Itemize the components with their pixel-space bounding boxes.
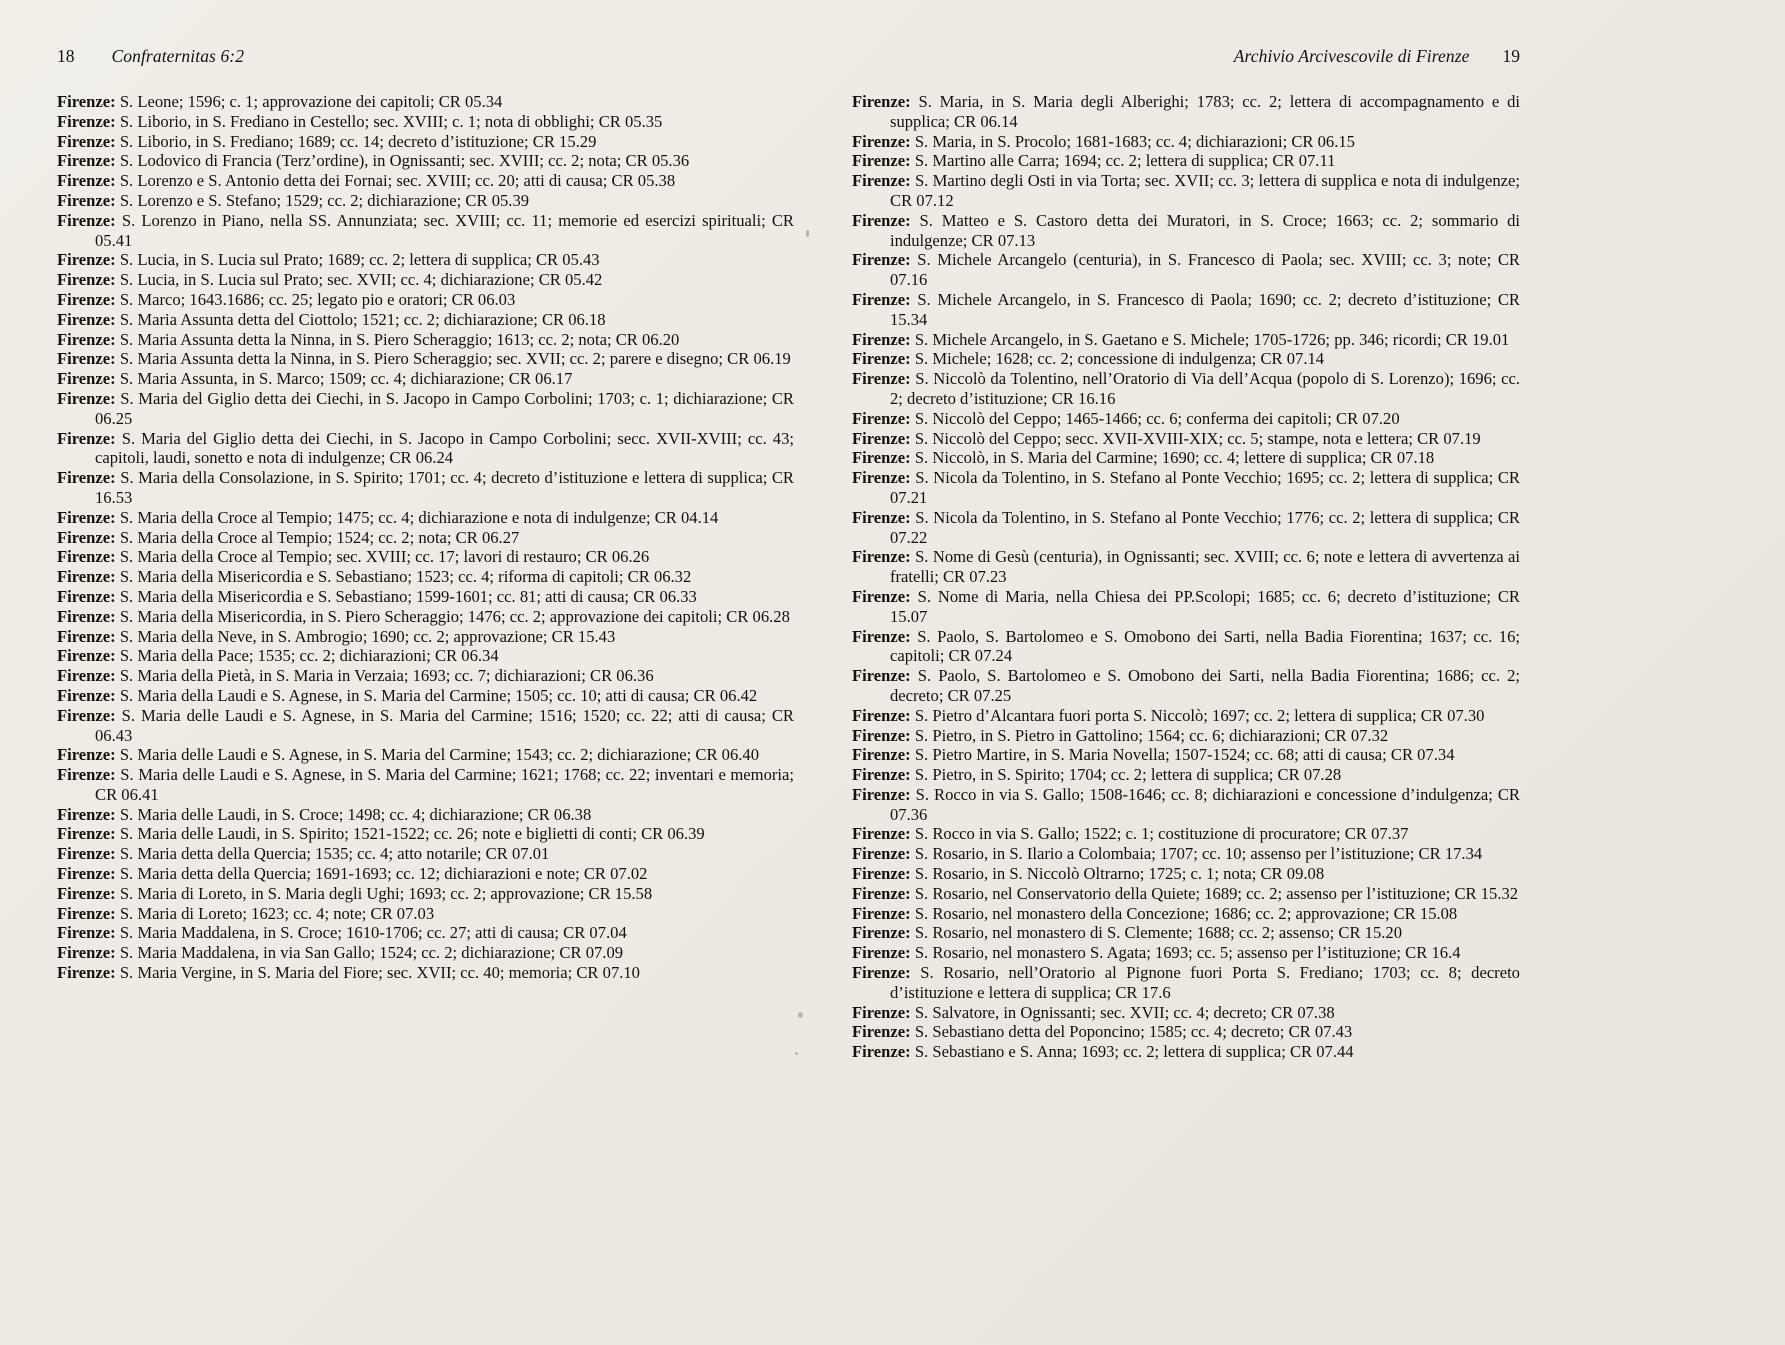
archive-entry	[57, 765, 794, 805]
archive-entry	[852, 864, 1520, 884]
archive-entry	[852, 132, 1520, 152]
page-number-left: 18	[57, 46, 75, 66]
entry-description: S. Maria della Misericordia e S. Sebastiano; 1599-1601; cc. 81; atti di causa; CR 06.33	[119, 586, 697, 606]
entry-description: S. Niccolò, in S. Maria del Carmine; 1690; cc. 4; lettere di supplica; CR 07.18	[914, 448, 1435, 468]
entry-description: S. Maria detta della Quercia; 1691-1693; cc. 12; dichiarazioni e note; CR 07.02	[119, 864, 648, 884]
archive-entry	[57, 627, 794, 647]
entry-city-label: Firenze:	[57, 883, 116, 903]
entry-description: S. Pietro Martire, in S. Maria Novella; 1507-1524; cc. 68; atti di causa; CR 07.34	[914, 745, 1455, 765]
entry-description: S. Maria di Loreto, in S. Maria degli Ughi; 1693; cc. 2; approvazione; CR 15.58	[119, 883, 653, 903]
archive-entry	[852, 963, 1520, 1003]
entry-description: S. Michele; 1628; cc. 2; concessione di indulgenza; CR 07.14	[914, 349, 1325, 369]
entry-city-label: Firenze:	[57, 329, 116, 349]
entry-city-label: Firenze:	[57, 765, 116, 785]
archive-entry	[852, 726, 1520, 746]
entry-description: S. Michele Arcangelo (centuria), in S. Francesco di Paola; sec. XVIII; cc. 3; note; CR 07.16	[890, 250, 1520, 290]
entry-description: S. Niccolò del Ceppo; 1465-1466; cc. 6; conferma dei capitoli; CR 07.20	[914, 408, 1400, 428]
archive-entry	[57, 349, 794, 369]
entry-description: S. Rocco in via S. Gallo; 1522; c. 1; costituzione di procuratore; CR 07.37	[914, 824, 1409, 844]
entry-description: S. Maria, in S. Maria degli Alberighi; 1783; cc. 2; lettera di accompagnamento e di supplica; CR 06.14	[890, 92, 1520, 131]
entry-description: S. Maria della Misericordia, in S. Piero Scheraggio; 1476; cc. 2; approvazione dei capitoli; CR 06.28	[119, 606, 790, 626]
archive-entry	[57, 528, 794, 548]
entry-city-label: Firenze:	[57, 685, 116, 705]
entry-city-label: Firenze:	[852, 1042, 911, 1062]
entry-description: S. Maria Maddalena, in via San Gallo; 1524; cc. 2; dichiarazione; CR 07.09	[119, 943, 624, 963]
archive-entry	[852, 211, 1520, 251]
page-header-right	[852, 46, 1520, 66]
entry-city-label: Firenze:	[852, 586, 911, 606]
archive-entry	[57, 567, 794, 587]
entry-description: S. Maria del Giglio detta dei Ciechi, in S. Jacopo in Campo Corbolini; secc. XVII-XVIII; cc. 43; capitoli, laudi, sonetto e nota di indulgenze; CR 06.24	[95, 428, 794, 468]
archive-entry	[57, 864, 794, 884]
entry-city-label: Firenze:	[852, 903, 911, 923]
entry-city-label: Firenze:	[57, 626, 116, 646]
entry-city-label: Firenze:	[57, 567, 116, 587]
archive-entry	[57, 330, 794, 350]
archive-entry	[852, 369, 1520, 409]
scan-artifact	[795, 1052, 798, 1055]
entry-city-label: Firenze:	[852, 408, 911, 428]
entry-description: S. Rosario, in S. Niccolò Oltrarno; 1725; c. 1; nota; CR 09.08	[914, 864, 1325, 884]
archive-entry	[57, 745, 794, 765]
entry-description: S. Maria Vergine, in S. Maria del Fiore; sec. XVII; cc. 40; memoria; CR 07.10	[119, 963, 640, 983]
entry-city-label: Firenze:	[57, 171, 116, 191]
entry-city-label: Firenze:	[852, 725, 911, 745]
entry-description: S. Martino degli Osti in via Torta; sec. XVII; cc. 3; lettera di supplica e nota di indulgenze; CR 07.12	[890, 171, 1520, 210]
archive-entry	[852, 943, 1520, 963]
entry-description: S. Michele Arcangelo, in S. Francesco di Paola; 1690; cc. 2; decreto d’istituzione; CR 15.34	[890, 289, 1520, 329]
entry-city-label: Firenze:	[57, 745, 116, 765]
archive-entry	[57, 824, 794, 844]
entry-city-label: Firenze:	[57, 468, 116, 488]
entry-city-label: Firenze:	[852, 131, 911, 151]
entry-city-label: Firenze:	[57, 705, 116, 725]
archive-entry	[852, 468, 1520, 508]
entry-city-label: Firenze:	[57, 864, 116, 884]
entry-list-left	[57, 92, 794, 983]
entry-city-label: Firenze:	[57, 151, 116, 171]
scan-artifact	[806, 230, 809, 237]
entry-description: S. Rosario, nel Conservatorio della Quiete; 1689; cc. 2; assenso per l’istituzione; CR 15.32	[914, 883, 1519, 903]
entry-description: S. Niccolò del Ceppo; secc. XVII-XVIII-XIX; cc. 5; stampe, nota e lettera; CR 07.19	[914, 428, 1481, 448]
archive-entry	[852, 448, 1520, 468]
entry-city-label: Firenze:	[852, 289, 911, 309]
archive-entry	[57, 132, 794, 152]
entry-city-label: Firenze:	[57, 210, 116, 230]
archive-entry	[57, 666, 794, 686]
entry-city-label: Firenze:	[852, 369, 911, 389]
archive-entry	[852, 745, 1520, 765]
entry-description: S. Paolo, S. Bartolomeo e S. Omobono dei Sarti, nella Badia Fiorentina; 1637; cc. 16; capitoli; CR 07.24	[890, 626, 1520, 666]
entry-description: S. Maria Assunta detta del Ciottolo; 1521; cc. 2; dichiarazione; CR 06.18	[119, 309, 606, 329]
entry-description: S. Lucia, in S. Lucia sul Prato; sec. XVII; cc. 4; dichiarazione; CR 05.42	[119, 270, 603, 290]
entry-description: S. Nome di Maria, nella Chiesa dei PP.Scolopi; 1685; cc. 6; decreto d’istituzione; CR 15.07	[890, 586, 1520, 626]
entry-city-label: Firenze:	[852, 349, 911, 369]
archive-entry	[57, 587, 794, 607]
entry-description: S. Lorenzo e S. Antonio detta dei Fornai; sec. XVIII; cc. 20; atti di causa; CR 05.38	[119, 171, 676, 191]
archive-entry	[57, 923, 794, 943]
archive-entry	[57, 191, 794, 211]
archive-entry	[57, 943, 794, 963]
archive-entry	[57, 844, 794, 864]
entry-description: S. Matteo e S. Castoro detta dei Muratori, in S. Croce; 1663; cc. 2; sommario di indulgenze; CR 07.13	[890, 210, 1521, 250]
entry-city-label: Firenze:	[57, 527, 116, 547]
entry-description: S. Rosario, in S. Ilario a Colombaia; 1707; cc. 10; assenso per l’istituzione; CR 17.34	[914, 844, 1483, 864]
archive-entry	[852, 627, 1520, 667]
entry-description: S. Sebastiano e S. Anna; 1693; cc. 2; lettera di supplica; CR 07.44	[914, 1042, 1354, 1062]
entry-city-label: Firenze:	[852, 923, 911, 943]
entry-description: S. Maria delle Laudi, in S. Spirito; 1521-1522; cc. 26; note e biglietti di conti; CR 06.39	[119, 824, 705, 844]
entry-description: S. Leone; 1596; c. 1; approvazione dei capitoli; CR 05.34	[119, 92, 503, 111]
entry-city-label: Firenze:	[57, 547, 116, 567]
archive-entry	[57, 151, 794, 171]
entry-description: S. Maria della Croce al Tempio; 1524; cc. 2; nota; CR 06.27	[119, 527, 520, 547]
entry-description: S. Pietro d’Alcantara fuori porta S. Niccolò; 1697; cc. 2; lettera di supplica; CR 07.30	[914, 705, 1485, 725]
archive-entry	[852, 171, 1520, 211]
entry-city-label: Firenze:	[852, 507, 911, 527]
entry-description: S. Niccolò da Tolentino, nell’Oratorio di Via dell’Acqua (popolo di S. Lorenzo); 1696; cc. 2; decreto d’istituzione; CR 16.16	[890, 369, 1520, 408]
entry-description: S. Maria Maddalena, in S. Croce; 1610-1706; cc. 27; atti di causa; CR 07.04	[119, 923, 627, 943]
entry-city-label: Firenze:	[852, 171, 911, 191]
entry-city-label: Firenze:	[852, 547, 911, 567]
entry-description: S. Maria della Misericordia e S. Sebastiano; 1523; cc. 4; riforma di capitoli; CR 06.32	[119, 567, 692, 587]
archive-entry	[852, 904, 1520, 924]
archive-entry	[57, 270, 794, 290]
entry-city-label: Firenze:	[57, 270, 116, 290]
archive-entry	[852, 250, 1520, 290]
entry-description: S. Maria delle Laudi, in S. Croce; 1498; cc. 4; dichiarazione; CR 06.38	[119, 804, 592, 824]
archive-entry	[57, 171, 794, 191]
entry-description: S. Maria della Pace; 1535; cc. 2; dichiarazioni; CR 06.34	[119, 646, 499, 666]
archive-entry	[57, 112, 794, 132]
entry-city-label: Firenze:	[852, 844, 911, 864]
entry-city-label: Firenze:	[852, 784, 911, 804]
entry-city-label: Firenze:	[57, 507, 116, 527]
entry-city-label: Firenze:	[852, 745, 911, 765]
entry-city-label: Firenze:	[852, 428, 911, 448]
entry-description: S. Nicola da Tolentino, in S. Stefano al Ponte Vecchio; 1776; cc. 2; lettera di supplica; CR 07.22	[890, 507, 1520, 547]
archive-entry	[57, 904, 794, 924]
entry-city-label: Firenze:	[57, 309, 116, 329]
entry-city-label: Firenze:	[57, 804, 116, 824]
entry-description: S. Maria detta della Quercia; 1535; cc. 4; atto notarile; CR 07.01	[119, 844, 550, 864]
scan-artifact	[798, 1012, 803, 1018]
archive-entry	[57, 706, 794, 746]
entry-description: S. Maria delle Laudi e S. Agnese, in S. Maria del Carmine; 1543; cc. 2; dichiarazione; CR 06.40	[119, 745, 760, 765]
entry-city-label: Firenze:	[57, 903, 116, 923]
entry-city-label: Firenze:	[57, 349, 116, 369]
archive-entry	[57, 963, 794, 983]
archive-entry	[852, 1042, 1520, 1062]
entry-city-label: Firenze:	[852, 864, 911, 884]
entry-list-right	[852, 92, 1520, 1062]
entry-description: S. Maria Assunta detta la Ninna, in S. Piero Scheraggio; 1613; cc. 2; nota; CR 06.20	[119, 329, 680, 349]
entry-city-label: Firenze:	[57, 923, 116, 943]
entry-city-label: Firenze:	[57, 111, 116, 131]
entry-description: S. Rocco in via S. Gallo; 1508-1646; cc. 8; dichiarazioni e concessione d’indulgenza; CR 07.36	[890, 784, 1520, 824]
entry-city-label: Firenze:	[852, 963, 911, 983]
entry-description: S. Rosario, nel monastero della Concezione; 1686; cc. 2; approvazione; CR 15.08	[914, 903, 1458, 923]
entry-city-label: Firenze:	[852, 250, 911, 270]
entry-description: S. Lorenzo in Piano, nella SS. Annunziata; sec. XVIII; cc. 11; memorie ed esercizi spirituali; CR 05.41	[95, 210, 795, 250]
archive-entry	[852, 666, 1520, 706]
archive-entry	[57, 429, 794, 469]
entry-description: S. Maria della Croce al Tempio; 1475; cc. 4; dichiarazione e nota di indulgenze; CR 04.14	[119, 507, 719, 527]
entry-city-label: Firenze:	[57, 586, 116, 606]
entry-city-label: Firenze:	[57, 646, 116, 666]
archive-entry	[57, 290, 794, 310]
entry-city-label: Firenze:	[57, 666, 116, 686]
archive-entry	[852, 587, 1520, 627]
entry-description: S. Rosario, nel monastero di S. Clemente; 1688; cc. 2; assenso; CR 15.20	[914, 923, 1402, 943]
entry-city-label: Firenze:	[852, 765, 911, 785]
entry-city-label: Firenze:	[57, 844, 116, 864]
running-title-left: Confraternitas 6:2	[111, 46, 245, 66]
entry-city-label: Firenze:	[57, 131, 116, 151]
entry-description: S. Sebastiano detta del Poponcino; 1585; cc. 4; decreto; CR 07.43	[914, 1022, 1353, 1042]
entry-city-label: Firenze:	[852, 151, 911, 171]
archive-entry	[852, 1003, 1520, 1023]
entry-city-label: Firenze:	[852, 666, 911, 686]
archive-entry	[852, 785, 1520, 825]
entry-description: S. Maria Assunta, in S. Marco; 1509; cc. 4; dichiarazione; CR 06.17	[119, 369, 573, 389]
entry-description: S. Martino alle Carra; 1694; cc. 2; lettera di supplica; CR 07.11	[914, 151, 1336, 171]
entry-city-label: Firenze:	[852, 883, 911, 903]
running-title-right: Archivio Arcivescovile di Firenze	[1233, 46, 1470, 66]
entry-city-label: Firenze:	[852, 92, 911, 111]
entry-description: S. Michele Arcangelo, in S. Gaetano e S. Michele; 1705-1726; pp. 346; ricordi; CR 19.01	[914, 329, 1510, 349]
entry-city-label: Firenze:	[852, 626, 911, 646]
entry-description: S. Nicola da Tolentino, in S. Stefano al Ponte Vecchio; 1695; cc. 2; lettera di supplica; CR 07.21	[890, 468, 1520, 507]
entry-city-label: Firenze:	[57, 289, 116, 309]
archive-entry	[852, 824, 1520, 844]
entry-city-label: Firenze:	[852, 329, 911, 349]
entry-description: S. Liborio, in S. Frediano; 1689; cc. 14; decreto d’istituzione; CR 15.29	[119, 131, 597, 151]
archive-entry	[852, 547, 1520, 587]
archive-entry	[852, 151, 1520, 171]
archive-entry	[852, 290, 1520, 330]
archive-entry	[852, 765, 1520, 785]
entry-description: S. Nome di Gesù (centuria), in Ognissanti; sec. XVIII; cc. 6; note e lettera di avvertenza ai fratelli; CR 07.23	[890, 547, 1520, 587]
entry-description: S. Maria delle Laudi e S. Agnese, in S. Maria del Carmine; 1621; 1768; cc. 22; inventari e memoria; CR 06.41	[95, 765, 794, 804]
entry-description: S. Maria del Giglio detta dei Ciechi, in S. Jacopo in Campo Corbolini; 1703; c. 1; dichiarazione; CR 06.25	[95, 388, 794, 428]
entry-city-label: Firenze:	[57, 92, 116, 111]
entry-description: S. Pietro, in S. Pietro in Gattolino; 1564; cc. 6; dichiarazioni; CR 07.32	[914, 725, 1389, 745]
entry-city-label: Firenze:	[57, 963, 116, 983]
entry-description: S. Lucia, in S. Lucia sul Prato; 1689; cc. 2; lettera di supplica; CR 05.43	[119, 250, 600, 270]
page-right	[852, 0, 1520, 1345]
entry-description: S. Lodovico di Francia (Terz’ordine), in Ognissanti; sec. XVIII; cc. 2; nota; CR 05.36	[119, 151, 690, 171]
page-number-right: 19	[1502, 46, 1520, 66]
entry-city-label: Firenze:	[852, 210, 911, 230]
entry-description: S. Paolo, S. Bartolomeo e S. Omobono dei Sarti, nella Badia Fiorentina; 1686; cc. 2; decreto; CR 07.25	[890, 666, 1520, 705]
entry-city-label: Firenze:	[852, 468, 911, 488]
entry-city-label: Firenze:	[57, 369, 116, 389]
archive-entry	[57, 211, 794, 251]
archive-entry	[852, 330, 1520, 350]
entry-description: S. Rosario, nell’Oratorio al Pignone fuori Porta S. Frediano; 1703; cc. 8; decreto d’istituzione e lettera di supplica; CR 17.6	[890, 963, 1520, 1002]
entry-description: S. Maria di Loreto; 1623; cc. 4; note; CR 07.03	[119, 903, 435, 923]
entry-city-label: Firenze:	[57, 190, 116, 210]
entry-city-label: Firenze:	[852, 448, 911, 468]
entry-description: S. Marco; 1643.1686; cc. 25; legato pio e oratori; CR 06.03	[119, 289, 516, 309]
archive-entry	[852, 349, 1520, 369]
page-left	[57, 0, 794, 1345]
entry-description: S. Maria della Consolazione, in S. Spirito; 1701; cc. 4; decreto d’istituzione e lettera di supplica; CR 16.53	[95, 468, 794, 507]
archive-entry	[852, 92, 1520, 132]
entry-description: S. Liborio, in S. Frediano in Cestello; sec. XVIII; c. 1; nota di obblighi; CR 05.35	[119, 111, 663, 131]
archive-entry	[852, 706, 1520, 726]
entry-description: S. Salvatore, in Ognissanti; sec. XVII; cc. 4; decreto; CR 07.38	[914, 1002, 1335, 1022]
entry-description: S. Maria della Croce al Tempio; sec. XVIII; cc. 17; lavori di restauro; CR 06.26	[119, 547, 650, 567]
archive-entry	[57, 369, 794, 389]
archive-entry	[57, 310, 794, 330]
entry-city-label: Firenze:	[852, 705, 911, 725]
entry-city-label: Firenze:	[852, 1002, 911, 1022]
entry-city-label: Firenze:	[57, 428, 116, 448]
entry-city-label: Firenze:	[57, 606, 116, 626]
entry-city-label: Firenze:	[852, 943, 911, 963]
page-header-left	[57, 46, 794, 66]
archive-entry	[57, 250, 794, 270]
entry-city-label: Firenze:	[57, 943, 116, 963]
entry-description: S. Lorenzo e S. Stefano; 1529; cc. 2; dichiarazione; CR 05.39	[119, 190, 530, 210]
archive-entry	[57, 805, 794, 825]
archive-entry	[57, 686, 794, 706]
entry-description: S. Pietro, in S. Spirito; 1704; cc. 2; lettera di supplica; CR 07.28	[914, 765, 1342, 785]
entry-description: S. Maria della Laudi e S. Agnese, in S. Maria del Carmine; 1505; cc. 10; atti di causa; CR 06.42	[119, 685, 758, 705]
archive-entry	[852, 923, 1520, 943]
entry-city-label: Firenze:	[57, 388, 116, 408]
archive-entry	[852, 508, 1520, 548]
archive-entry	[57, 468, 794, 508]
archive-entry	[57, 646, 794, 666]
archive-entry	[852, 844, 1520, 864]
entry-description: S. Rosario, nel monastero S. Agata; 1693; cc. 5; assenso per l’istituzione; CR 16.4	[914, 943, 1461, 963]
archive-entry	[57, 389, 794, 429]
entry-description: S. Maria delle Laudi e S. Agnese, in S. Maria del Carmine; 1516; 1520; cc. 22; atti di causa; CR 06.43	[95, 705, 794, 745]
entry-city-label: Firenze:	[57, 824, 116, 844]
entry-description: S. Maria della Neve, in S. Ambrogio; 1690; cc. 2; approvazione; CR 15.43	[119, 626, 616, 646]
archive-entry	[57, 92, 794, 112]
archive-entry	[57, 884, 794, 904]
entry-city-label: Firenze:	[57, 250, 116, 270]
archive-entry	[57, 607, 794, 627]
entry-description: S. Maria Assunta detta la Ninna, in S. Piero Scheraggio; sec. XVII; cc. 2; parere e disegno; CR 06.19	[119, 349, 791, 369]
archive-entry	[852, 1022, 1520, 1042]
archive-entry	[57, 508, 794, 528]
entry-city-label: Firenze:	[852, 824, 911, 844]
entry-description: S. Maria della Pietà, in S. Maria in Verzaia; 1693; cc. 7; dichiarazioni; CR 06.36	[119, 666, 654, 686]
archive-entry	[57, 547, 794, 567]
entry-city-label: Firenze:	[852, 1022, 911, 1042]
archive-entry	[852, 429, 1520, 449]
entry-description: S. Maria, in S. Procolo; 1681-1683; cc. 4; dichiarazioni; CR 06.15	[914, 131, 1355, 151]
archive-entry	[852, 409, 1520, 429]
archive-entry	[852, 884, 1520, 904]
